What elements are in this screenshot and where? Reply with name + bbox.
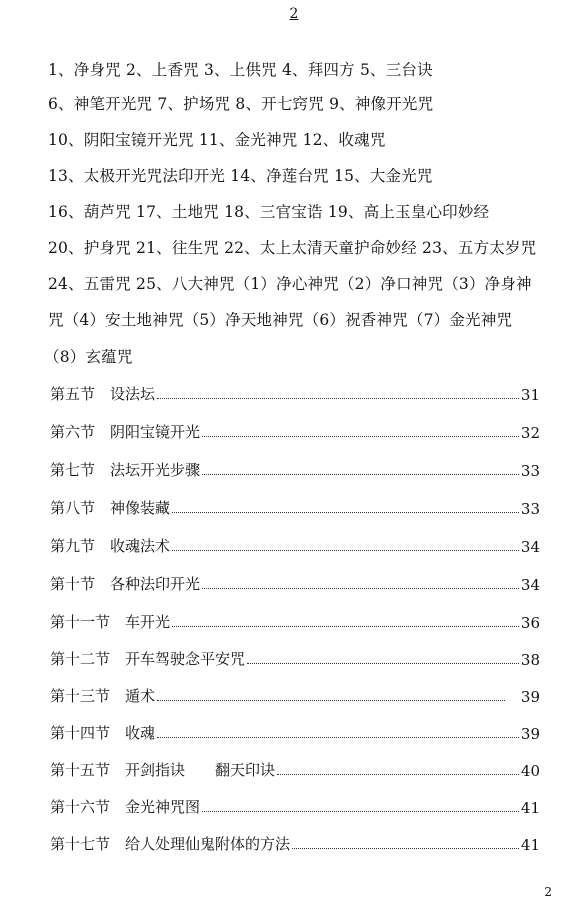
toc-entry	[50, 456, 540, 480]
toc-page-number: 39	[520, 688, 540, 706]
toc-leader-dots	[202, 588, 519, 589]
toc-title: 第十一节 车开光	[50, 613, 171, 631]
spell-line: （8）玄蕴咒	[44, 348, 133, 366]
toc-leader-dots	[277, 774, 519, 775]
toc-leader-dots	[202, 474, 519, 475]
footer-page-number: 2	[544, 885, 552, 899]
toc-page-number: 34	[520, 576, 540, 594]
toc-title: 第十六节 金光神咒图	[50, 798, 201, 816]
toc-entry	[50, 608, 540, 632]
toc-title: 第十节 各种法印开光	[50, 575, 201, 593]
toc-page-number: 39	[520, 725, 540, 743]
toc-title: 第十五节 开剑指诀 翻天印诀	[50, 761, 276, 779]
toc-entry	[50, 830, 540, 854]
spell-line: 1、净身咒 2、上香咒 3、上供咒 4、拜四方 5、三台诀	[48, 61, 433, 79]
toc-title: 第九节 收魂法术	[50, 537, 171, 555]
toc-title: 第十二节 开车驾驶念平安咒	[50, 650, 246, 668]
spell-line: 24、五雷咒 25、八大神咒（1）净心神咒（2）净口神咒（3）净身神	[48, 275, 532, 293]
toc-entry	[50, 418, 540, 442]
toc-title: 第七节 法坛开光步骤	[50, 461, 201, 479]
toc-page-number: 41	[520, 836, 540, 854]
toc-entry	[50, 682, 540, 706]
toc-leader-dots	[292, 848, 519, 849]
toc-leader-dots	[157, 398, 519, 399]
toc-page-number: 34	[520, 538, 540, 556]
toc-leader-dots	[172, 550, 519, 551]
toc-entry	[50, 756, 540, 780]
spell-line: 16、葫芦咒 17、土地咒 18、三官宝诰 19、高上玉皇心印妙经	[48, 203, 490, 221]
toc-page-number: 33	[520, 500, 540, 518]
toc-entry	[50, 570, 540, 594]
spell-line: 6、神笔开光咒 7、护场咒 8、开七窍咒 9、神像开光咒	[48, 95, 434, 113]
toc-leader-dots	[172, 626, 519, 627]
spell-line: 13、太极开光咒法印开光 14、净莲台咒 15、大金光咒	[48, 167, 433, 185]
toc-title: 第六节 阴阳宝镜开光	[50, 423, 201, 441]
toc-leader-dots	[157, 700, 505, 701]
toc-leader-dots	[157, 737, 519, 738]
toc-entry	[50, 719, 540, 743]
toc-page-number: 38	[520, 651, 540, 669]
toc-title: 第五节 设法坛	[50, 385, 156, 403]
spell-line: 咒（4）安土地神咒（5）净天地神咒（6）祝香神咒（7）金光神咒	[48, 311, 513, 329]
toc-leader-dots	[202, 436, 519, 437]
toc-page-number: 41	[520, 799, 540, 817]
spell-line: 20、护身咒 21、往生咒 22、太上太清天童护命妙经 23、五方太岁咒	[48, 239, 537, 257]
toc-leader-dots	[202, 811, 519, 812]
toc-page-number: 40	[520, 762, 540, 780]
header-page-number: 2	[289, 6, 299, 22]
toc-entry	[50, 532, 540, 556]
toc-page-number: 36	[520, 614, 540, 632]
toc-title: 第十四节 收魂	[50, 724, 156, 742]
toc-title: 第十三节 遁术	[50, 687, 156, 705]
toc-page-number: 33	[520, 462, 540, 480]
toc-page-number: 31	[520, 386, 540, 404]
toc-entry	[50, 494, 540, 518]
toc-leader-dots	[247, 663, 519, 664]
toc-title: 第十七节 给人处理仙鬼附体的方法	[50, 835, 291, 853]
toc-page-number: 32	[520, 424, 540, 442]
toc-title: 第八节 神像装藏	[50, 499, 171, 517]
toc-entry	[50, 645, 540, 669]
toc-leader-dots	[172, 512, 519, 513]
toc-entry	[50, 380, 540, 404]
spell-line: 10、阴阳宝镜开光咒 11、金光神咒 12、收魂咒	[48, 131, 386, 149]
toc-entry	[50, 793, 540, 817]
